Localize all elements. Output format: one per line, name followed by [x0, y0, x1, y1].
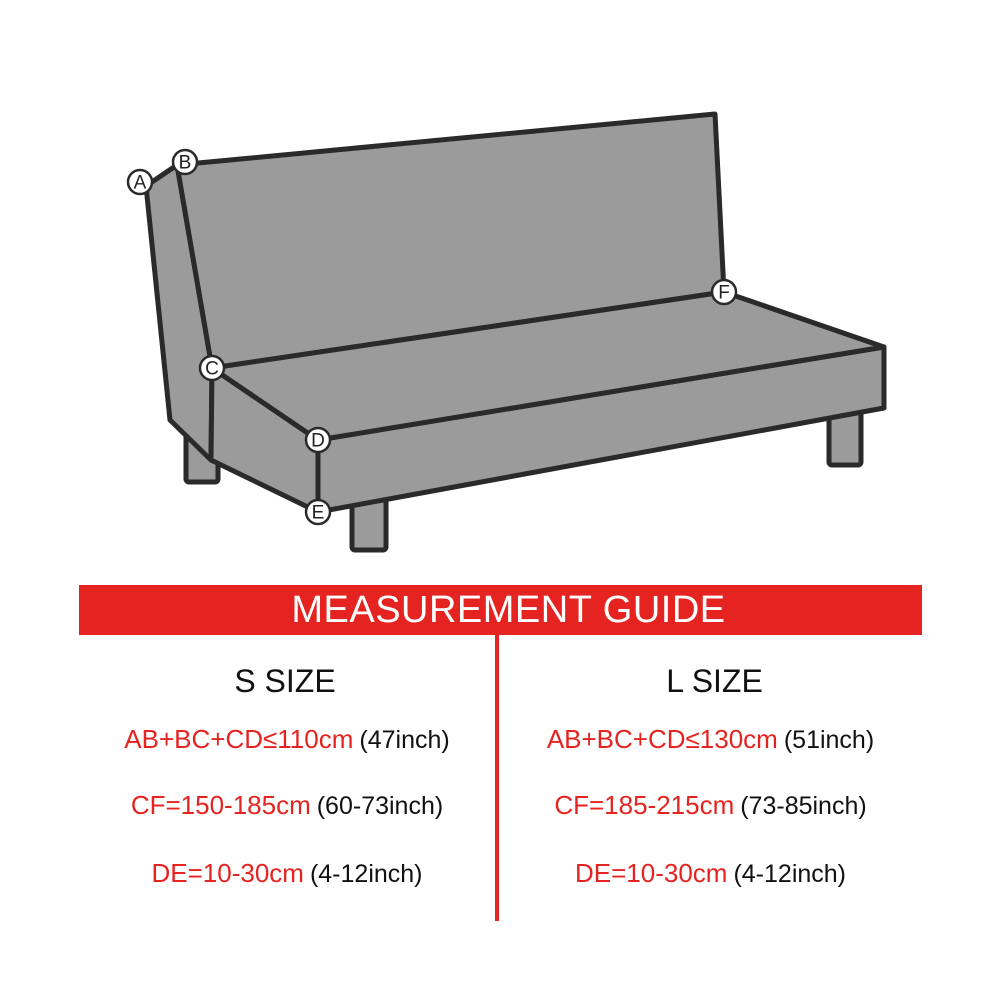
s-size-column	[79, 635, 495, 925]
s-size-abcd-formula: AB+BC+CD≤110cm	[124, 724, 354, 754]
point-e-label: E	[311, 502, 325, 524]
point-a-marker	[128, 170, 152, 194]
point-c-label: C	[205, 358, 219, 380]
s-size-row-cf	[79, 789, 495, 826]
measurement-guide-banner	[79, 585, 922, 635]
point-d-marker	[306, 428, 330, 452]
s-size-abcd-inch: (47inch)	[359, 726, 450, 754]
point-d-label: D	[311, 430, 325, 452]
l-size-row-abcd	[499, 723, 922, 760]
s-size-cf-inch: (60-73inch)	[316, 792, 444, 820]
l-size-abcd-inch: (51inch)	[783, 726, 875, 754]
point-f-label: F	[718, 282, 730, 304]
l-size-cf-formula: CF=185-215cm	[554, 790, 735, 820]
s-size-row-abcd	[79, 723, 495, 760]
l-size-de-formula: DE=10-30cm	[574, 858, 728, 888]
s-size-cf-formula: CF=150-185cm	[130, 790, 311, 820]
l-size-cf-inch: (73-85inch)	[740, 792, 867, 820]
point-b-marker	[173, 150, 197, 174]
point-a-label: A	[133, 172, 147, 194]
s-size-row-de	[79, 857, 495, 894]
point-f-marker	[712, 280, 736, 304]
l-size-abcd-formula: AB+BC+CD≤130cm	[546, 724, 778, 754]
point-e-marker	[306, 500, 330, 524]
point-b-label: B	[178, 152, 192, 174]
s-size-de-inch: (4-12inch)	[309, 860, 423, 888]
s-size-title: S SIZE	[234, 663, 336, 699]
l-size-row-de	[499, 857, 922, 894]
measurement-guide-title: MEASUREMENT GUIDE	[291, 589, 726, 631]
s-size-de-formula: DE=10-30cm	[151, 858, 304, 888]
l-size-title: L SIZE	[666, 663, 763, 699]
l-size-row-cf	[499, 789, 922, 826]
l-size-de-inch: (4-12inch)	[733, 860, 847, 888]
l-size-column	[499, 635, 922, 925]
point-c-marker	[200, 356, 224, 380]
